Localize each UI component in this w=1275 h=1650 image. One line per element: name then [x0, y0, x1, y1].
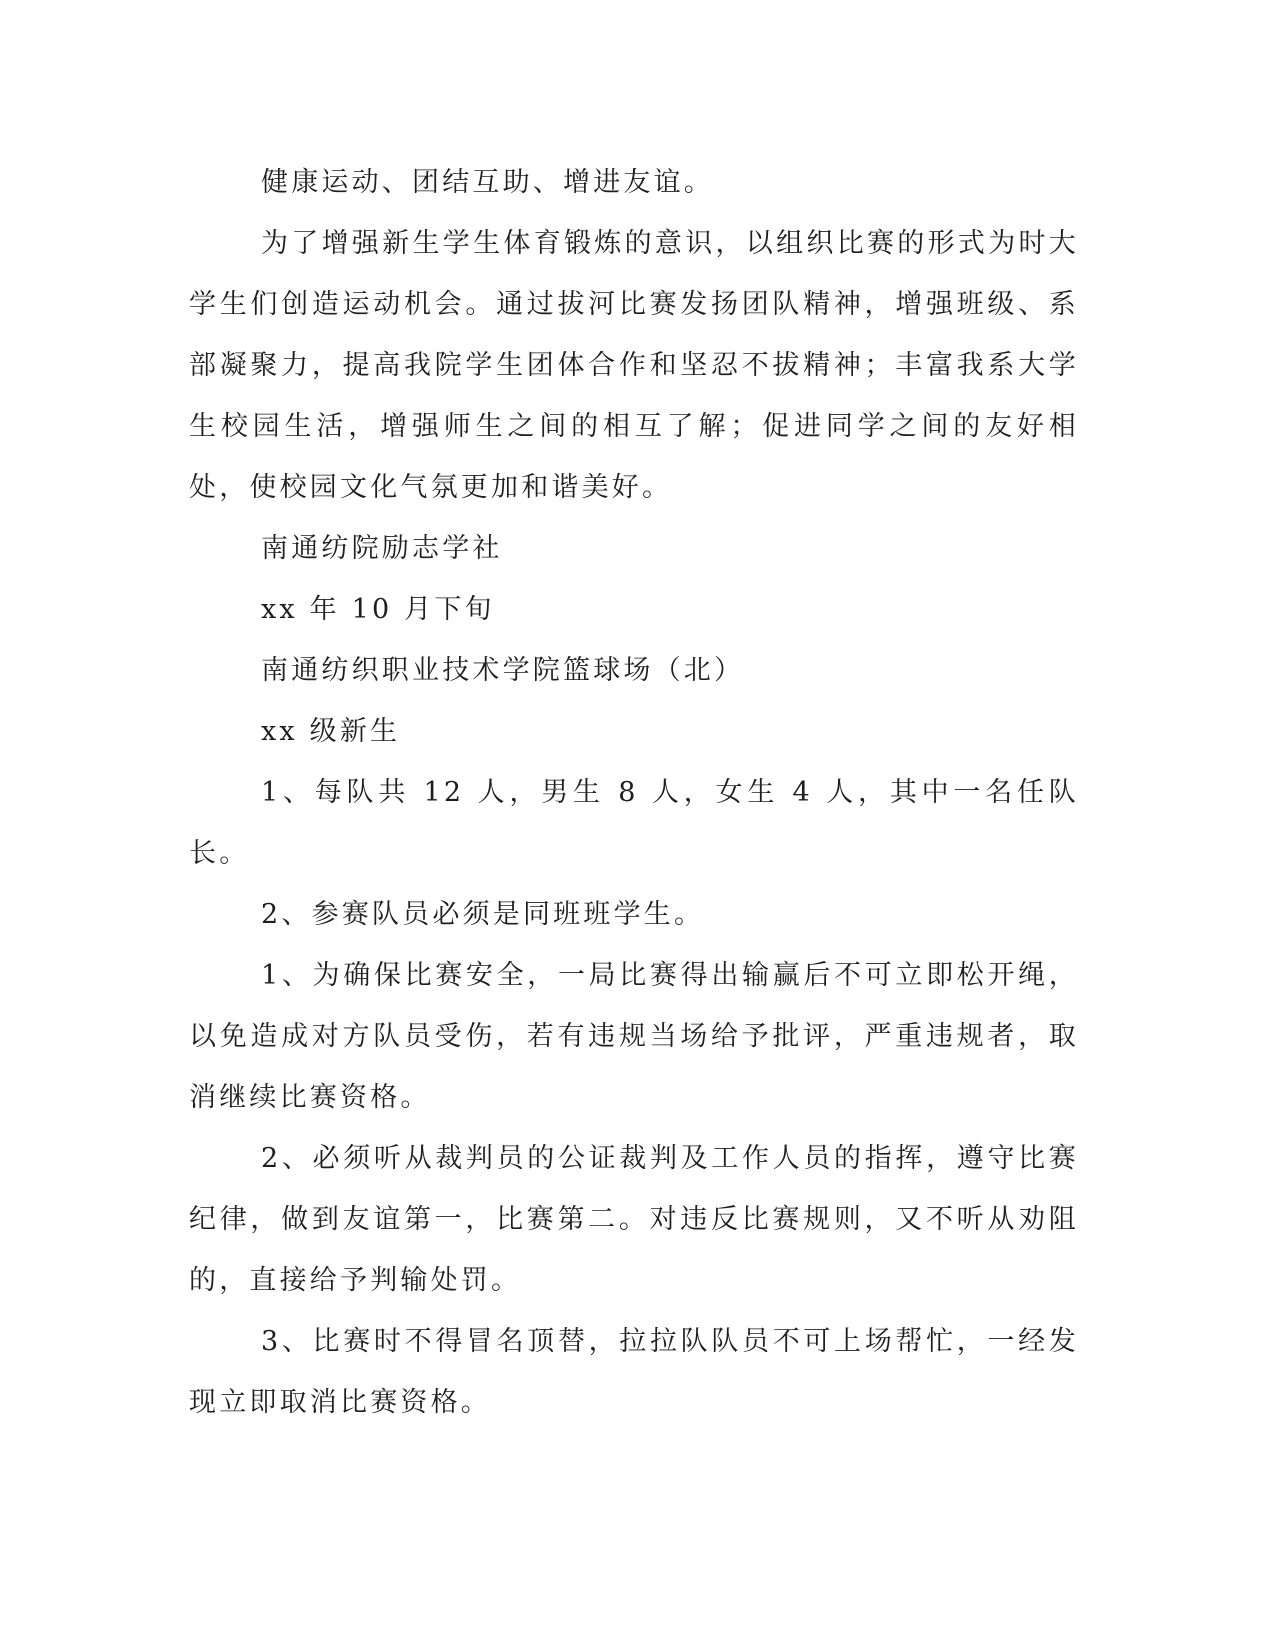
- paragraph-participants: xx 级新生: [261, 716, 401, 747]
- paragraph-team-rule-2: 2、参赛队员必须是同班班学生。: [261, 899, 705, 930]
- paragraph-motto: 健康运动、团结互助、增进友谊。: [261, 167, 714, 198]
- paragraph-purpose: 为了增强新生学生体育锻炼的意识，以组织比赛的形式为时大学生们创造运动机会。通过拔河比赛发扬团队精神，增强班级、系部凝聚力，提高我院学生团体合作和坚忍不拔精神；丰富我系大学生校园生活，增强师生之间的相互了解；促进同学之间的友好相处，使校园文化气氛更加和谐美好。: [189, 228, 1079, 503]
- paragraph-match-rule-1: 1、为确保比赛安全，一局比赛得出输赢后不可立即松开绳，以免造成对方队员受伤，若有违规当场给予批评，严重违规者，取消继续比赛资格。: [189, 960, 1079, 1113]
- paragraph-team-rule-1: 1、每队共 12 人，男生 8 人，女生 4 人，其中一名任队长。: [189, 777, 1079, 869]
- document-body: [189, 152, 1079, 1433]
- paragraph-venue: 南通纺织职业技术学院篮球场（北）: [261, 655, 745, 686]
- paragraph-match-rule-2: 2、必须听从裁判员的公证裁判及工作人员的指挥，遵守比赛纪律，做到友谊第一，比赛第二。对违反比赛规则，又不听从劝阻的，直接给予判输处罚。: [189, 1143, 1079, 1296]
- paragraph-organizer: 南通纺院励志学社: [261, 533, 503, 564]
- paragraph-match-rule-3: 3、比赛时不得冒名顶替，拉拉队队员不可上场帮忙，一经发现立即取消比赛资格。: [189, 1326, 1079, 1418]
- paragraph-date: xx 年 10 月下旬: [261, 594, 495, 625]
